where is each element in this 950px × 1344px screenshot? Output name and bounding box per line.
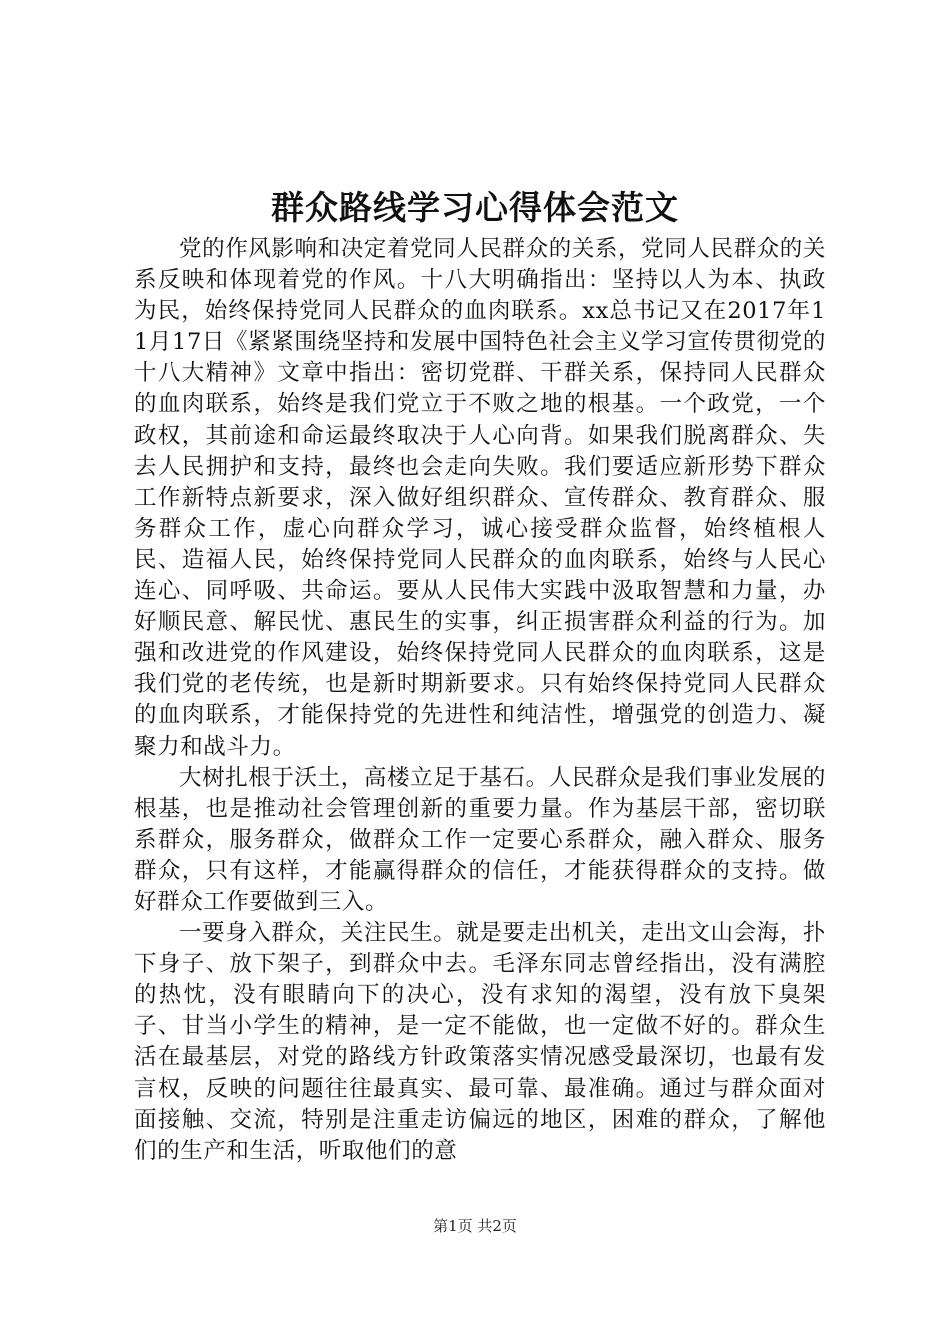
document-body: [134, 234, 826, 1167]
paragraph: 一要身入群众，关注民生。就是要走出机关，走出文山会海，扑下身子、放下架子，到群众中去。毛泽东同志曾经指出，没有满腔的热忱，没有眼睛向下的决心，没有求知的渴望，没有放下臭架子、甘当小学生的精神，是一定不能做，也一定做不好的。群众生活在最基层，对党的路线方针政策落实情况感受最深切，也最有发言权，反映的问题往往最真实、最可靠、最准确。通过与群众面对面接触、交流，特别是注重走访偏远的地区，困难的群众，了解他们的生产和生活，听取他们的意: [134, 920, 826, 1164]
document-title: 群众路线学习心得体会范文: [271, 188, 679, 227]
paragraph: 大树扎根于沃土，高楼立足于基石。人民群众是我们事业发展的根基，也是推动社会管理创新的重要力量。作为基层干部，密切联系群众，服务群众，做群众工作一定要心系群众，融入群众、服务群众，只有这样，才能赢得群众的信任，才能获得群众的支持。做好群众工作要做到三入。: [134, 764, 826, 915]
paragraph: 党的作风影响和决定着党同人民群众的关系，党同人民群众的关系反映和体现着党的作风。十八大明确指出：坚持以人为本、执政为民，始终保持党同人民群众的血肉联系。xx总书记又在2017年11月17日《紧紧围绕坚持和发展中国特色社会主义学习宣传贯彻党的十八大精神》文章中指出：密切党群、干群关系，保持同人民群众的血肉联系，始终是我们党立于不败之地的根基。一个政党，一个政权，其前途和命运最终取决于人心向背。如果我们脱离群众、失去人民拥护和支持，最终也会走向失败。我们要适应新形势下群众工作新特点新要求，深入做好组织群众、宣传群众、教育群众、服务群众工作，虚心向群众学习，诚心接受群众监督，始终植根人民、造福人民，始终保持党同人民群众的血肉联系，始终与人民心连心、同呼吸、共命运。要从人民伟大实践中汲取智慧和力量，办好顺民意、解民忧、惠民生的实事，纠正损害群众利益的行为。加强和改进党的作风建设，始终保持党同人民群众的血肉联系，这是我们党的老传统，也是新时期新要求。只有始终保持党同人民群众的血肉联系，才能保持党的先进性和纯洁性，增强党的创造力、凝聚力和战斗力。: [134, 236, 826, 760]
page-footer: 第1页 共2页: [433, 1217, 517, 1235]
